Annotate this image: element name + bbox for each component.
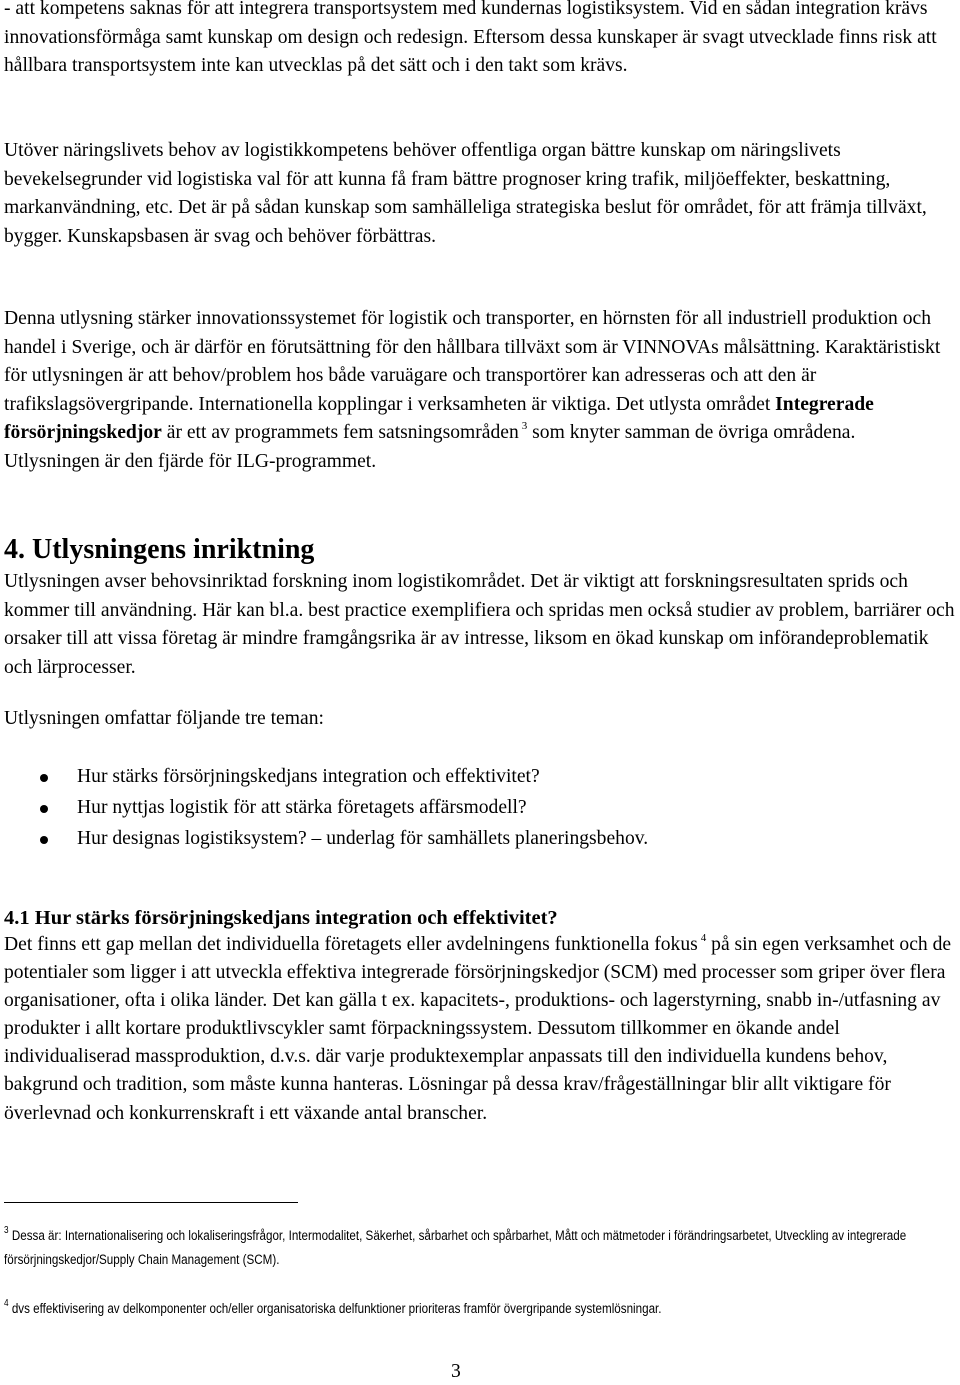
list-item	[4, 761, 956, 792]
paragraph-call-focus: Utlysningen avser behovsinriktad forskning inom logistikområdet. Det är viktigt att forskningsresultaten sprids och kommer till användning. Här kan bl.a. best practice exemplifiera och spridas men också studier av problem, barriärer och orsaker till att vissa företag är mindre framgångsrika är av intresse, liksom en ökad kunskap om införandeproblematik och lärprocesser.	[4, 571, 955, 678]
theme-text: Hur designas logistiksystem? – underlag för samhällets planeringsbehov.	[77, 828, 649, 849]
footnote-4-number: 4	[4, 1298, 9, 1309]
bullet-icon	[40, 836, 48, 844]
p3-text-1: Denna utlysning stärker innovationssystemet för logistik och transporter, en hörnsten för all industriell produktion och handel i Sverige, och är därför en förutsättning för den hållbara tillväxt som är VINNOVAs målsättning. Karaktäristiskt för utlysningen är att behov/problem hos både varuägare och transportörer kan adresseras och att den är trafikslagsövergripande. Internationella kopplingar i verksamheten är viktiga. Det utlysta området	[4, 308, 941, 415]
paragraph-innovation-system	[4, 305, 956, 477]
footnote-ref-4: 4	[700, 932, 707, 944]
footnote-3-text: Dessa är: Internationalisering och lokaliseringsfrågor, Intermodalitet, Säkerhet, sårbarhet och spårbarhet, Mått och mätmetoder i förändringsarbetet, Utveckling av integrerade försörjningskedjor/Supply Chain Management (SCM).	[4, 1228, 907, 1268]
paragraph-public-knowledge: Utöver näringslivets behov av logistikkompetens behöver offentliga organ bättre kunskap om näringslivets bevekelsegrunder vid logistiska val för att kunna få fram bättre prognoser kring trafik, miljöeffekter, beskattning, markanvändning, etc. Det är på sådan kunskap som samhälleliga strategiska beslut för området, för att främja tillväxt, bygger. Kunskapsbasen är svag och behöver förbättras.	[4, 140, 927, 247]
page-number: 3	[451, 1361, 461, 1382]
footnote-3	[4, 1219, 944, 1272]
footnote-4-text: dvs effektivisering av delkomponenter och/eller organisatoriska delfunktioner prioriteras framför övergripande systemlösningar.	[11, 1301, 662, 1317]
paragraph-themes-intro: Utlysningen omfattar följande tre teman:	[4, 708, 324, 729]
themes-list	[4, 761, 956, 854]
list-item	[4, 792, 956, 823]
section-heading-4: 4. Utlysningens inriktning	[4, 534, 315, 565]
bullet-icon	[40, 774, 48, 782]
list-item	[4, 823, 956, 854]
theme-text: Hur nyttjas logistik för att stärka företagets affärsmodell?	[77, 797, 527, 818]
paragraph-competence-gap: - att kompetens saknas för att integrera transportsystem med kundernas logistiksystem. Vid en sådan integration krävs innovationsförmåga samt kunskap om design och redesign. Eftersom dessa kunskaper är svagt utvecklade finns risk att hållbara transportsystem inte kan utvecklas på det sätt och i den takt som krävs.	[4, 0, 937, 77]
bullet-icon	[40, 805, 48, 813]
footnote-separator	[4, 1202, 298, 1203]
footnote-4	[4, 1292, 944, 1321]
p6-text-1: Det finns ett gap mellan det individuella företagets eller avdelningens funktionella fokus	[4, 934, 698, 955]
p6-text-2: på sin egen verksamhet och de potentialer som ligger i att utveckla effektiva integrerade försörjningskedjor (SCM) med processer som griper över flera organisationer, ofta i olika länder. Det kan gälla t ex. kapacitets-, produktions- och lagerstyrning, snabb in-/utfasning av produkter i allt kortare produktlivscykler samt förpackningssystem. Dessutom tillkommer en ökande andel individualiserad massproduktion, d.v.s. där varje produktexemplar anpassats till den individuella kundens behov, bakgrund och tradition, som måste kunna hanteras. Lösningar på dessa krav/frågeställningar blir allt viktigare för överlevnad och konkurrenskraft i ett växande antal branscher.	[4, 934, 952, 1124]
p3-text-3: som knyter samman de övriga områdena. Utlysningen är den fjärde för ILG-programmet.	[4, 422, 856, 472]
footnote-3-number: 3	[4, 1225, 9, 1236]
theme-text: Hur stärks försörjningskedjans integration och effektivitet?	[77, 766, 540, 787]
footnote-ref-3: 3	[521, 420, 528, 433]
section-heading-4-1: 4.1 Hur stärks försörjningskedjans integration och effektivitet?	[4, 907, 558, 929]
paragraph-scm-gap	[4, 931, 956, 1128]
p3-text-2: är ett av programmets fem satsningsområden	[161, 422, 519, 444]
p3-bold-term: Integrerade försörjningskedjor	[4, 393, 874, 444]
